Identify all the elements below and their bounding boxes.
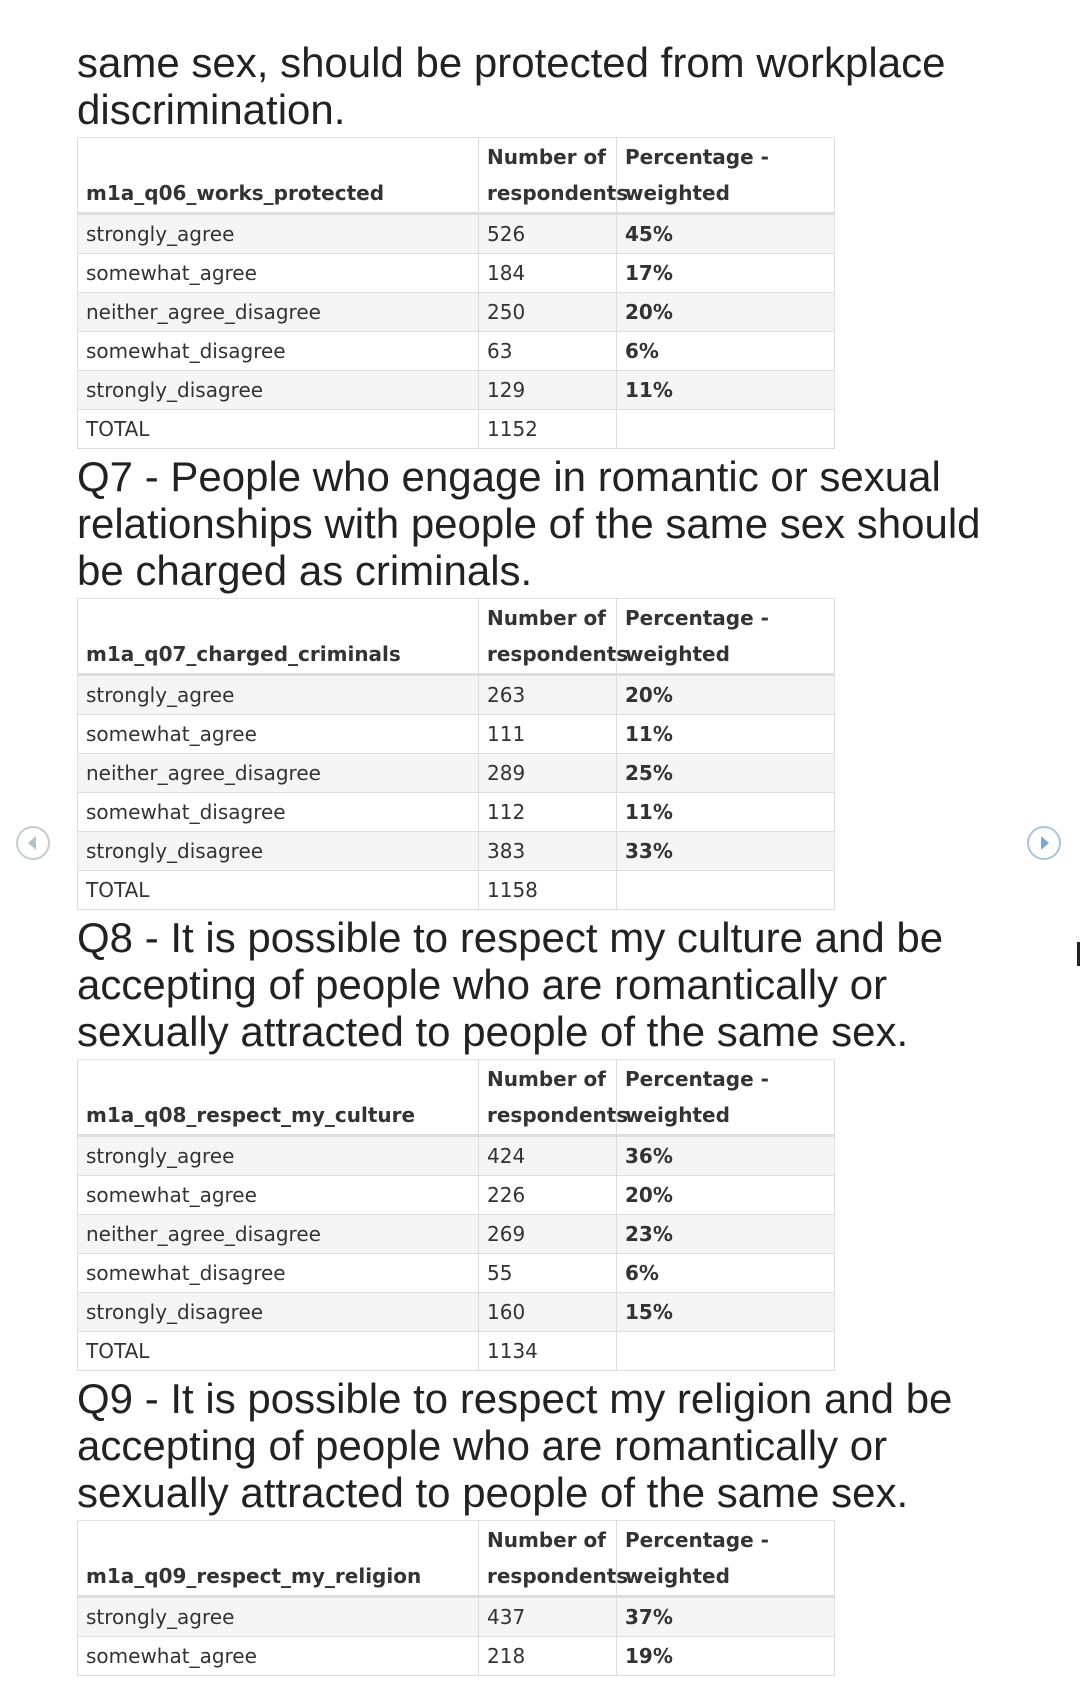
row-count: 55: [479, 1254, 617, 1293]
row-percentage: 15%: [617, 1293, 835, 1332]
row-count: 383: [479, 832, 617, 871]
row-label: neither_agree_disagree: [78, 754, 479, 793]
row-label: somewhat_disagree: [78, 1254, 479, 1293]
row-label: somewhat_disagree: [78, 793, 479, 832]
row-label: TOTAL: [78, 410, 479, 449]
table-row: [78, 754, 835, 793]
row-percentage: 11%: [617, 371, 835, 410]
table-row: [78, 214, 835, 254]
row-percentage: 17%: [617, 254, 835, 293]
table-row: [78, 793, 835, 832]
count-header: Number of respondents: [479, 599, 617, 675]
row-percentage: 23%: [617, 1215, 835, 1254]
row-label: somewhat_agree: [78, 1176, 479, 1215]
table-header-row: [78, 1521, 835, 1597]
section-q8: [77, 914, 1007, 1371]
results-table-q8: [77, 1059, 835, 1371]
pct-header: Percentage - weighted: [617, 1521, 835, 1597]
pct-header: Percentage - weighted: [617, 138, 835, 214]
row-percentage: 6%: [617, 1254, 835, 1293]
row-percentage: 11%: [617, 715, 835, 754]
table-row: [78, 1637, 835, 1676]
row-count: 218: [479, 1637, 617, 1676]
row-label: somewhat_disagree: [78, 332, 479, 371]
row-label: strongly_disagree: [78, 1293, 479, 1332]
row-count: 269: [479, 1215, 617, 1254]
row-label: TOTAL: [78, 1332, 479, 1371]
question-heading-q7: Q7 - People who engage in romantic or sexual relationships with people of the same sex should be charged as criminals.: [77, 453, 981, 594]
pct-header: Percentage - weighted: [617, 1060, 835, 1136]
table-row: [78, 254, 835, 293]
row-label: somewhat_agree: [78, 254, 479, 293]
row-count: 437: [479, 1597, 617, 1637]
table-row: [78, 832, 835, 871]
survey-results-content: [77, 0, 1007, 1680]
count-header: Number of respondents: [479, 138, 617, 214]
row-label: strongly_agree: [78, 1597, 479, 1637]
row-count: 111: [479, 715, 617, 754]
row-label: TOTAL: [78, 871, 479, 910]
count-header: Number of respondents: [479, 1060, 617, 1136]
row-count: 424: [479, 1136, 617, 1176]
row-count: 184: [479, 254, 617, 293]
variable-header: m1a_q06_works_protected: [78, 138, 479, 214]
row-count: 289: [479, 754, 617, 793]
question-heading-q6: same sex, should be protected from workplace discrimination.: [77, 39, 946, 133]
section-q9: [77, 1375, 1007, 1676]
table-header-row: [78, 1060, 835, 1136]
variable-header: m1a_q08_respect_my_culture: [78, 1060, 479, 1136]
table-row: [78, 715, 835, 754]
row-label: strongly_agree: [78, 675, 479, 715]
results-table-q6: [77, 137, 835, 449]
row-percentage: 36%: [617, 1136, 835, 1176]
section-q6: [77, 0, 1007, 449]
section-q7: [77, 453, 1007, 910]
variable-header: m1a_q07_charged_criminals: [78, 599, 479, 675]
row-count: 526: [479, 214, 617, 254]
row-count: 250: [479, 293, 617, 332]
table-row: [78, 1254, 835, 1293]
row-percentage: [617, 871, 835, 910]
row-percentage: 33%: [617, 832, 835, 871]
row-count: 112: [479, 793, 617, 832]
row-percentage: 20%: [617, 293, 835, 332]
row-label: neither_agree_disagree: [78, 293, 479, 332]
table-row: [78, 1176, 835, 1215]
row-count: 160: [479, 1293, 617, 1332]
row-label: neither_agree_disagree: [78, 1215, 479, 1254]
row-label: somewhat_agree: [78, 715, 479, 754]
row-count: 63: [479, 332, 617, 371]
pct-header: Percentage - weighted: [617, 599, 835, 675]
results-table-q9: [77, 1520, 835, 1676]
table-row: [78, 332, 835, 371]
chevron-left-circle-icon: [18, 828, 48, 858]
row-percentage: [617, 410, 835, 449]
table-row: [78, 1597, 835, 1637]
row-label: strongly_agree: [78, 1136, 479, 1176]
row-percentage: 37%: [617, 1597, 835, 1637]
results-table-q7: [77, 598, 835, 910]
table-header-row: [78, 138, 835, 214]
row-label: somewhat_agree: [78, 1637, 479, 1676]
row-count: 1152: [479, 410, 617, 449]
table-row: [78, 1215, 835, 1254]
row-percentage: [617, 1332, 835, 1371]
row-count: 263: [479, 675, 617, 715]
table-row: [78, 371, 835, 410]
table-row: [78, 1293, 835, 1332]
question-heading-q8: Q8 - It is possible to respect my culture and be accepting of people who are romantically or sexually attracted to people of the same sex.: [77, 914, 944, 1055]
total-row: [78, 410, 835, 449]
table-row: [78, 675, 835, 715]
row-percentage: 20%: [617, 1176, 835, 1215]
count-header: Number of respondents: [479, 1521, 617, 1597]
row-count: 1134: [479, 1332, 617, 1371]
prev-page-button[interactable]: [16, 826, 50, 860]
table-row: [78, 293, 835, 332]
row-label: strongly_agree: [78, 214, 479, 254]
row-label: strongly_disagree: [78, 371, 479, 410]
row-percentage: 45%: [617, 214, 835, 254]
row-percentage: 11%: [617, 793, 835, 832]
question-heading-q9: Q9 - It is possible to respect my religion and be accepting of people who are romantically or sexually attracted to people of the same sex.: [77, 1375, 953, 1516]
total-row: [78, 871, 835, 910]
row-label: strongly_disagree: [78, 832, 479, 871]
row-percentage: 6%: [617, 332, 835, 371]
row-count: 129: [479, 371, 617, 410]
table-row: [78, 1136, 835, 1176]
row-percentage: 19%: [617, 1637, 835, 1676]
row-percentage: 25%: [617, 754, 835, 793]
row-count: 1158: [479, 871, 617, 910]
total-row: [78, 1332, 835, 1371]
table-header-row: [78, 599, 835, 675]
next-page-button[interactable]: [1027, 826, 1061, 860]
variable-header: m1a_q09_respect_my_religion: [78, 1521, 479, 1597]
row-percentage: 20%: [617, 675, 835, 715]
row-count: 226: [479, 1176, 617, 1215]
chevron-right-circle-icon: [1029, 828, 1059, 858]
